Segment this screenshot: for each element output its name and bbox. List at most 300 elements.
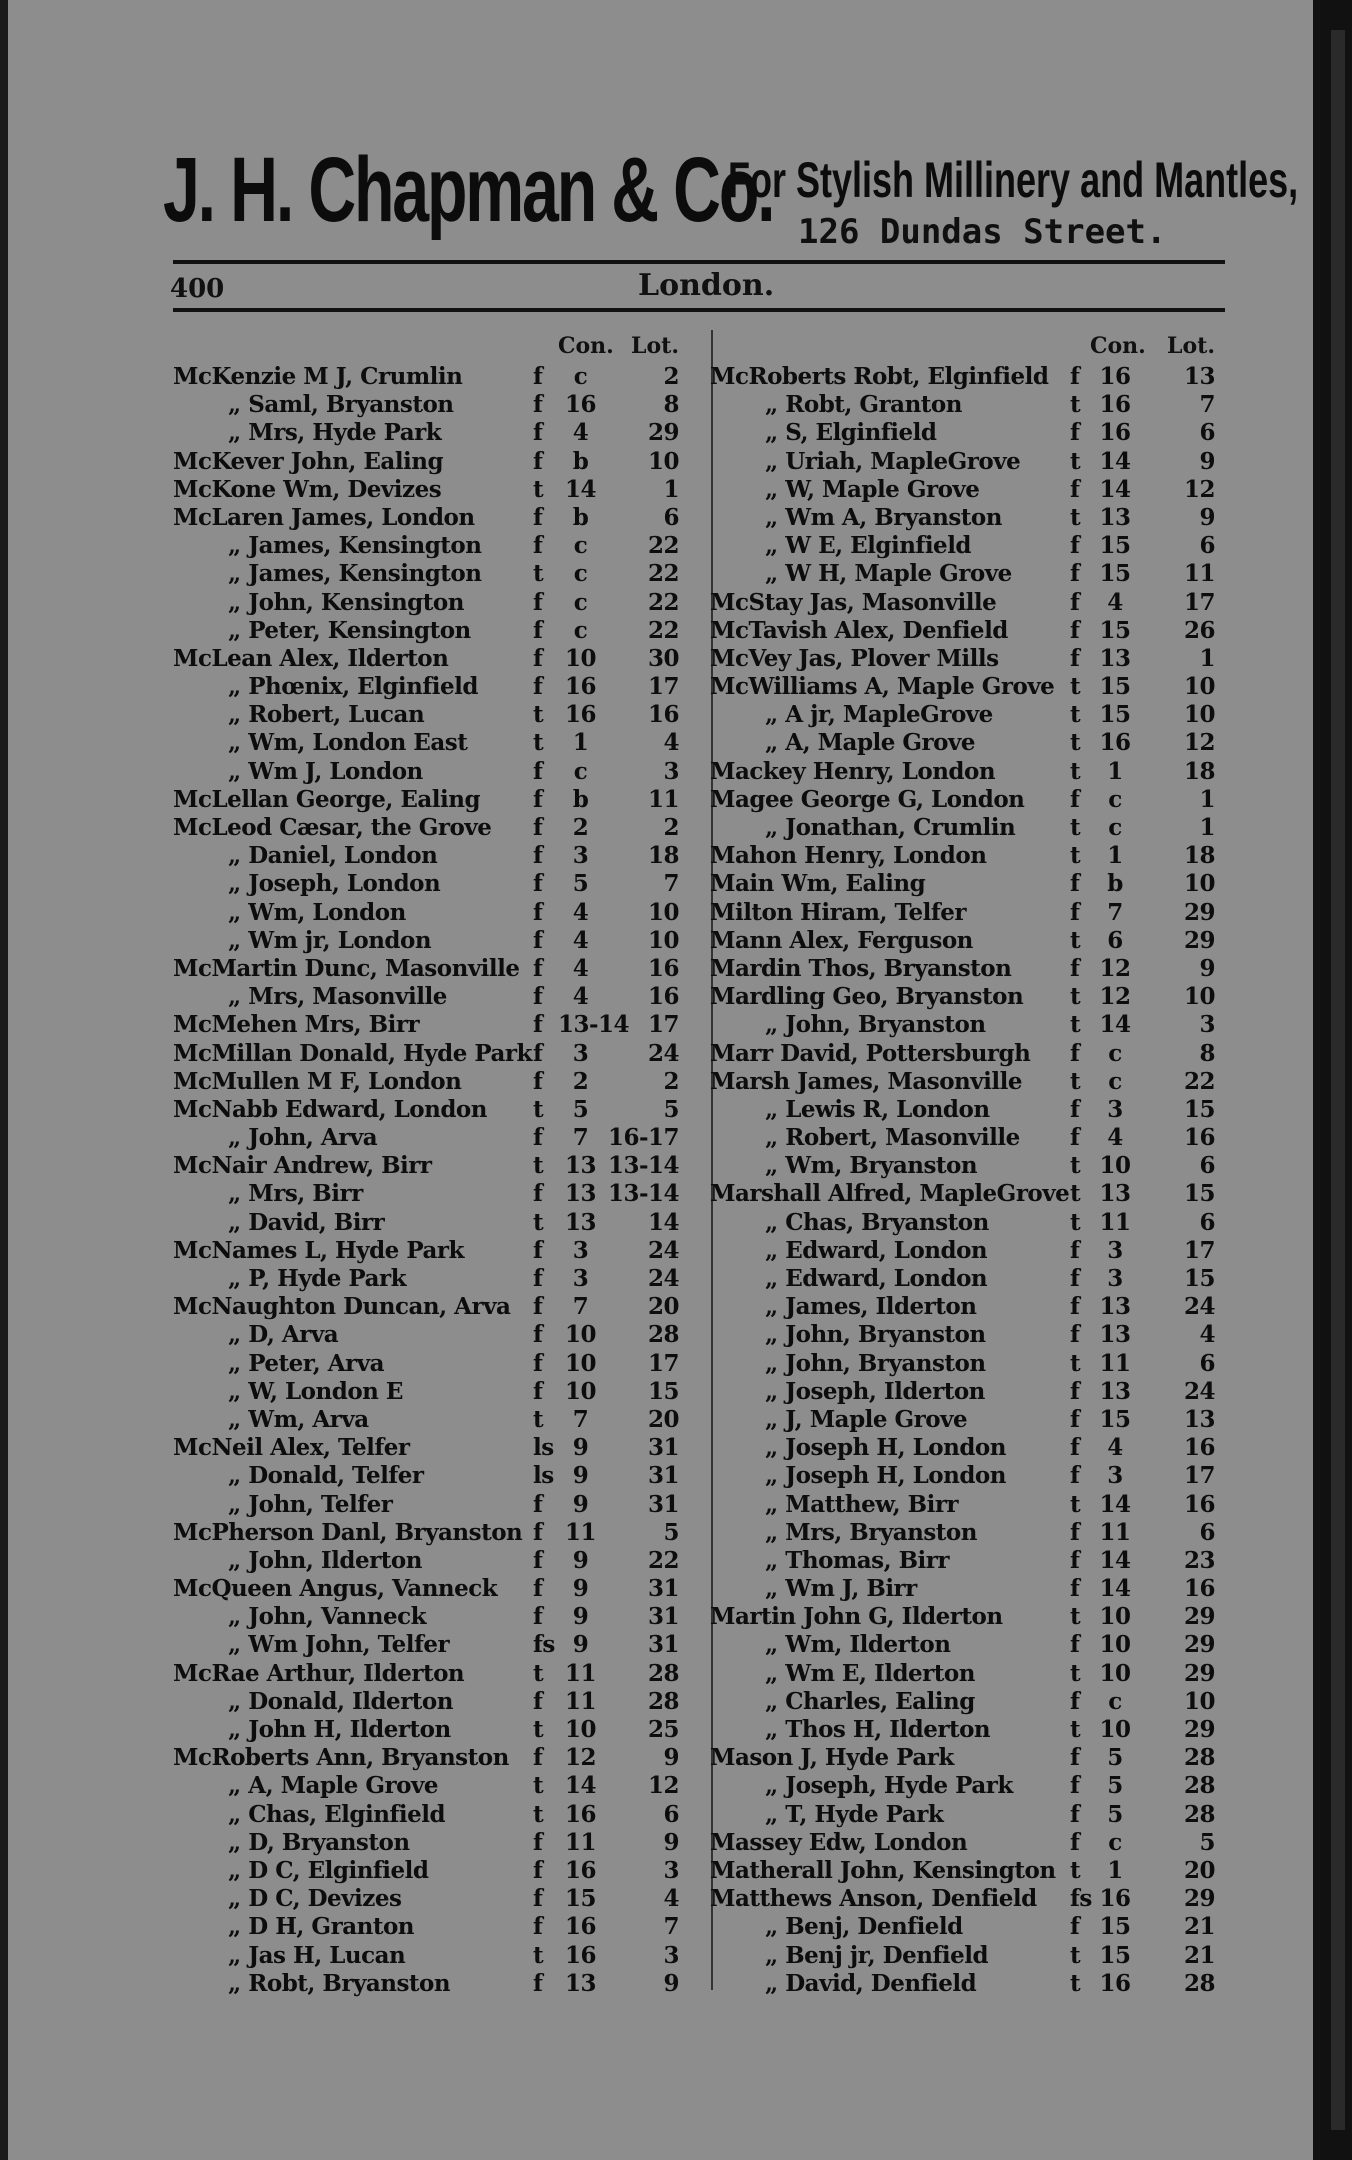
- entry-concession: c: [1108, 1687, 1122, 1715]
- entry-name: „ Robt, Granton: [765, 391, 962, 419]
- directory-entry: [710, 560, 1230, 588]
- entry-concession: 16: [1099, 729, 1131, 757]
- entry-concession: c: [573, 532, 588, 560]
- directory-entry: [710, 1744, 1230, 1772]
- directory-entry: [710, 1237, 1230, 1265]
- entry-name: „ Joseph, London: [228, 870, 441, 898]
- directory-entry: [710, 476, 1230, 504]
- directory-entry: [710, 617, 1230, 645]
- directory-entry: [173, 729, 700, 757]
- entry-lot: 13: [1183, 1405, 1215, 1433]
- entry-lot: 31: [647, 1434, 679, 1462]
- entry-lot: 29: [1183, 1659, 1215, 1687]
- directory-entry: [173, 786, 700, 814]
- entry-concession: 3: [1107, 1095, 1123, 1123]
- entry-name: McLeod Cæsar, the Grove: [173, 814, 492, 841]
- entry-concession: 6: [1107, 926, 1123, 954]
- entry-lot: 5: [663, 1518, 679, 1546]
- directory-entry: [173, 673, 700, 701]
- directory-entry: [173, 532, 700, 560]
- entry-name: Matthews Anson, Denfield: [710, 1885, 1037, 1913]
- entry-tenure: f: [533, 983, 543, 1011]
- entry-name: „ David, Denfield: [765, 1969, 977, 1997]
- entry-tenure: f: [533, 673, 543, 701]
- entry-name: „ D, Bryanston: [228, 1828, 410, 1856]
- entry-concession: 4: [572, 419, 589, 447]
- directory-entry: [710, 1885, 1230, 1913]
- entry-lot: 12: [1183, 729, 1215, 757]
- entry-concession: 3: [1107, 1462, 1123, 1490]
- directory-entry: [173, 1406, 700, 1434]
- entry-name: Matherall John, Kensington: [710, 1856, 1056, 1884]
- entry-tenure: f: [1070, 644, 1080, 672]
- entry-name: „ T, Hyde Park: [765, 1800, 944, 1828]
- entry-tenure: t: [1070, 1856, 1081, 1884]
- entry-tenure: f: [533, 785, 543, 813]
- entry-lot: 6: [1199, 1152, 1215, 1180]
- entry-lot: 28: [647, 1321, 679, 1349]
- entry-tenure: t: [1070, 1349, 1081, 1377]
- entry-name: „ Chas, Bryanston: [765, 1208, 989, 1236]
- entry-concession: 4: [572, 898, 589, 926]
- entry-name: „ Wm, Ilderton: [765, 1631, 951, 1659]
- entry-lot: 9: [1199, 447, 1215, 475]
- entry-concession: 12: [1099, 954, 1131, 982]
- entry-lot: 9: [663, 1744, 679, 1772]
- entry-tenure: f: [533, 419, 543, 447]
- entry-concession: 13: [564, 1180, 596, 1208]
- directory-entry: [710, 1152, 1230, 1180]
- entry-tenure: f: [1070, 1575, 1080, 1603]
- entry-tenure: fs: [533, 1631, 555, 1659]
- directory-entry: [710, 786, 1230, 814]
- entry-name: „ A, Maple Grove: [228, 1772, 439, 1800]
- entry-lot: 6: [1199, 1208, 1215, 1236]
- entry-tenure: f: [533, 870, 543, 898]
- entry-lot: 13: [1183, 363, 1215, 390]
- entry-tenure: f: [533, 644, 543, 672]
- entry-name: McNeil Alex, Telfer: [173, 1434, 410, 1462]
- directory-entry: [173, 1237, 700, 1265]
- entry-lot: 10: [1183, 870, 1215, 898]
- directory-entry: [710, 1180, 1230, 1208]
- lot-header: Lot.: [1167, 333, 1215, 359]
- entry-name: „ Peter, Arva: [228, 1349, 384, 1377]
- entry-lot: 11: [647, 785, 679, 813]
- entry-concession: 14: [1099, 1011, 1131, 1039]
- entry-lot: 9: [663, 1828, 679, 1856]
- directory-entry: [173, 560, 700, 588]
- entry-concession: 7: [1107, 898, 1123, 926]
- entry-concession: 14: [1099, 1575, 1131, 1603]
- entry-lot: 10: [647, 898, 679, 926]
- directory-entry: [710, 1462, 1230, 1490]
- entry-name: „ John, Arva: [228, 1124, 378, 1152]
- slogan: For Stylish Millinery and Mantles,: [728, 152, 1299, 208]
- entry-tenure: f: [533, 1265, 543, 1292]
- entry-name: McNames L, Hyde Park: [173, 1236, 464, 1264]
- entry-name: McMartin Dunc, Masonville: [173, 954, 520, 982]
- entry-name: „ James, Ilderton: [765, 1293, 977, 1321]
- entry-tenure: f: [533, 1546, 543, 1574]
- entry-tenure: f: [533, 447, 543, 475]
- entry-lot: 15: [1183, 1095, 1215, 1123]
- entry-tenure: f: [1070, 1462, 1080, 1490]
- directory-entry: [710, 1378, 1230, 1406]
- entry-name: McNaughton Duncan, Arva: [173, 1293, 511, 1321]
- entry-concession: 14: [1099, 1490, 1131, 1518]
- entry-lot: 17: [1183, 1462, 1215, 1490]
- entry-concession: 11: [564, 1659, 596, 1687]
- entry-tenure: t: [533, 475, 544, 503]
- entry-lot: 24: [647, 1265, 679, 1292]
- entry-concession: c: [573, 757, 588, 785]
- entry-lot: 22: [647, 588, 679, 616]
- entry-name: McKever John, Ealing: [173, 447, 444, 475]
- directory-entry: [710, 1519, 1230, 1547]
- entry-lot: 4: [663, 1885, 679, 1913]
- entry-name: „ Thos H, Ilderton: [765, 1716, 991, 1743]
- entry-lot: 10: [1183, 673, 1215, 701]
- entry-tenure: f: [1070, 1631, 1080, 1659]
- page-title: London.: [638, 268, 775, 303]
- entry-name: McKenzie M J, Crumlin: [173, 363, 463, 390]
- directory-entry: [710, 532, 1230, 560]
- directory-entry: [173, 645, 700, 673]
- entry-concession: 5: [1107, 1744, 1123, 1772]
- directory-entry: [710, 1801, 1230, 1829]
- directory-entry: [173, 899, 700, 927]
- directory-entry: [710, 1913, 1230, 1941]
- entry-name: „ J, Maple Grove: [765, 1405, 968, 1433]
- entry-lot: 18: [1183, 757, 1215, 785]
- entry-lot: 31: [647, 1603, 679, 1631]
- entry-lot: 29: [1183, 926, 1215, 954]
- entry-concession: 1: [1107, 757, 1123, 785]
- directory-entry: [710, 729, 1230, 757]
- entry-name: „ Saml, Bryanston: [228, 391, 454, 419]
- entry-lot: 4: [663, 729, 679, 757]
- entry-concession: 3: [572, 1265, 589, 1292]
- entry-concession: 3: [572, 1039, 589, 1067]
- entry-name: „ Charles, Ealing: [765, 1687, 975, 1715]
- entry-concession: b: [572, 447, 589, 475]
- entry-name: Main Wm, Ealing: [710, 870, 926, 898]
- directory-entry: [710, 589, 1230, 617]
- entry-name: Mann Alex, Ferguson: [710, 926, 973, 954]
- entry-concession: 3: [572, 842, 589, 870]
- directory-entry: [173, 701, 700, 729]
- entry-concession: 10: [1099, 1716, 1131, 1743]
- entry-lot: 3: [663, 1941, 679, 1969]
- entry-tenure: f: [533, 1067, 543, 1095]
- entry-lot: 7: [1199, 391, 1215, 419]
- entry-concession: 16: [1099, 1885, 1131, 1913]
- entry-lot: 23: [1183, 1546, 1215, 1574]
- directory-entry: [710, 1716, 1230, 1744]
- entry-concession: b: [572, 785, 589, 813]
- entry-concession: 11: [1099, 1349, 1131, 1377]
- entry-name: McKone Wm, Devizes: [173, 475, 442, 503]
- entry-tenure: f: [1070, 954, 1080, 982]
- entry-lot: 20: [1183, 1856, 1215, 1884]
- directory-entry: [710, 1434, 1230, 1462]
- entry-tenure: t: [1070, 757, 1081, 785]
- entry-name: „ P, Hyde Park: [228, 1265, 407, 1292]
- entry-lot: 13-14: [607, 1152, 679, 1180]
- directory-entry: [710, 1491, 1230, 1519]
- entry-tenure: t: [1070, 729, 1081, 757]
- entry-concession: 13: [1099, 1321, 1131, 1349]
- directory-entry: [173, 1209, 700, 1237]
- entry-lot: 29: [1183, 1631, 1215, 1659]
- directory-entry: [173, 1857, 700, 1885]
- entry-concession: 13: [1099, 1293, 1131, 1321]
- entry-concession: 4: [1107, 1124, 1123, 1152]
- entry-lot: 17: [647, 1011, 679, 1039]
- directory-entry: [173, 983, 700, 1011]
- entry-tenure: t: [1070, 503, 1081, 531]
- entry-lot: 18: [1183, 842, 1215, 870]
- entry-name: „ Peter, Kensington: [228, 616, 471, 644]
- entry-lot: 6: [663, 1800, 679, 1828]
- directory-entry: [173, 1829, 700, 1857]
- entry-concession: 15: [564, 1885, 596, 1913]
- entry-lot: 20: [647, 1405, 679, 1433]
- entry-name: „ Joseph, Hyde Park: [765, 1772, 1013, 1800]
- directory-entry: [710, 1406, 1230, 1434]
- entry-tenure: t: [1070, 447, 1081, 475]
- entry-tenure: t: [1070, 1152, 1081, 1180]
- entry-concession: 13: [1099, 644, 1131, 672]
- directory-page: [8, 0, 1313, 2160]
- directory-entry: [173, 1491, 700, 1519]
- entry-concession: 16: [564, 701, 596, 729]
- entry-lot: 28: [647, 1659, 679, 1687]
- entry-concession: 11: [1099, 1208, 1131, 1236]
- entry-tenure: f: [1070, 1744, 1080, 1772]
- entry-tenure: f: [1070, 1095, 1080, 1123]
- entry-name: „ Wm A, Bryanston: [765, 503, 1002, 531]
- entry-tenure: f: [533, 757, 543, 785]
- entry-name: „ Wm jr, London: [228, 926, 432, 954]
- directory-entry: [710, 1857, 1230, 1885]
- entry-concession: 9: [572, 1462, 589, 1490]
- entry-concession: 5: [1107, 1800, 1123, 1828]
- entry-tenure: ls: [533, 1434, 554, 1462]
- entry-name: „ Mrs, Masonville: [228, 983, 447, 1011]
- directory-entry: [710, 645, 1230, 673]
- con-header: Con.: [1090, 333, 1146, 359]
- entry-concession: 16: [564, 391, 596, 419]
- directory-entry: [173, 1970, 700, 1998]
- entry-concession: 9: [572, 1575, 589, 1603]
- entry-name: McMullen M F, London: [173, 1067, 462, 1095]
- entry-lot: 22: [1183, 1067, 1215, 1095]
- entry-lot: 16: [1183, 1575, 1215, 1603]
- entry-concession: 16: [564, 1800, 596, 1828]
- entry-name: „ Wm John, Telfer: [228, 1631, 450, 1659]
- entry-concession: 1: [572, 729, 589, 757]
- entry-lot: 10: [1183, 701, 1215, 729]
- entry-concession: 16: [1099, 363, 1131, 390]
- entry-name: „ A, Maple Grove: [765, 729, 976, 757]
- directory-entry: [710, 701, 1230, 729]
- entry-lot: 18: [647, 842, 679, 870]
- entry-concession: 15: [1099, 701, 1131, 729]
- entry-name: „ John, Bryanston: [765, 1011, 986, 1039]
- directory-entry: [710, 814, 1230, 842]
- left-column: [173, 333, 700, 1998]
- directory-entry: [710, 504, 1230, 532]
- entry-name: McVey Jas, Plover Mills: [710, 644, 999, 672]
- entry-lot: 16: [647, 954, 679, 982]
- entry-lot: 5: [1199, 1828, 1215, 1856]
- directory-entry: [173, 758, 700, 786]
- entry-tenure: f: [1070, 1800, 1080, 1828]
- entry-concession: 16: [564, 1913, 596, 1941]
- entry-lot: 25: [647, 1716, 679, 1743]
- directory-entry: [710, 1603, 1230, 1631]
- directory-entry: [173, 476, 700, 504]
- directory-entry: [710, 363, 1230, 391]
- entry-concession: 16: [564, 1941, 596, 1969]
- entry-tenure: f: [533, 616, 543, 644]
- entry-concession: 13: [564, 1969, 596, 1997]
- entry-tenure: f: [533, 1011, 543, 1039]
- entry-lot: 1: [1199, 785, 1215, 813]
- entry-lot: 3: [663, 757, 679, 785]
- entry-concession: c: [573, 616, 588, 644]
- entry-tenure: f: [1070, 588, 1080, 616]
- directory-entry: [710, 1547, 1230, 1575]
- entry-concession: 14: [1099, 1546, 1131, 1574]
- brand-name: J. H. Chapman & Co.: [163, 139, 774, 241]
- directory-entry: [173, 814, 700, 842]
- entry-name: „ John, Bryanston: [765, 1321, 986, 1349]
- directory-entry: [710, 1321, 1230, 1349]
- entry-name: „ W E, Elginfield: [765, 532, 972, 560]
- entry-name: „ Wm E, Ilderton: [765, 1659, 975, 1687]
- entry-concession: 16: [1099, 391, 1131, 419]
- entry-tenure: f: [533, 842, 543, 870]
- entry-tenure: f: [533, 1687, 543, 1715]
- directory-entry: [173, 1434, 700, 1462]
- entry-name: „ Mrs, Hyde Park: [228, 419, 442, 447]
- entry-tenure: f: [533, 391, 543, 419]
- entry-lot: 9: [1199, 954, 1215, 982]
- entry-name: McNabb Edward, London: [173, 1095, 487, 1123]
- entry-name: „ Benj, Denfield: [765, 1913, 963, 1941]
- entry-name: „ D H, Granton: [228, 1913, 415, 1941]
- directory-entry: [710, 1350, 1230, 1378]
- directory-entry: [173, 1180, 700, 1208]
- entry-tenure: t: [533, 1716, 544, 1743]
- entry-tenure: f: [533, 588, 543, 616]
- entry-name: Marr David, Pottersburgh: [710, 1039, 1031, 1067]
- entry-concession: 11: [564, 1518, 596, 1546]
- entry-tenure: f: [1070, 1913, 1080, 1941]
- entry-name: McRoberts Robt, Elginfield: [710, 363, 1049, 390]
- directory-entry: [710, 673, 1230, 701]
- entry-name: Mardin Thos, Bryanston: [710, 954, 1012, 982]
- entry-tenure: t: [533, 1152, 544, 1180]
- entry-tenure: t: [1070, 1603, 1081, 1631]
- directory-entry: [173, 617, 700, 645]
- entry-name: „ Donald, Telfer: [228, 1462, 424, 1490]
- entry-lot: 31: [647, 1462, 679, 1490]
- entry-lot: 26: [1183, 616, 1215, 644]
- entry-concession: 13: [564, 1208, 596, 1236]
- entry-tenure: f: [533, 503, 543, 531]
- entry-tenure: f: [1070, 1236, 1080, 1264]
- entry-name: „ Matthew, Birr: [765, 1490, 959, 1518]
- right-column: [710, 333, 1230, 1998]
- header-rule: [173, 260, 1225, 264]
- entry-concession: 11: [564, 1828, 596, 1856]
- entry-lot: 9: [1199, 503, 1215, 531]
- entry-lot: 15: [647, 1377, 679, 1405]
- entry-lot: 29: [647, 419, 679, 447]
- directory-entry: [710, 1209, 1230, 1237]
- entry-tenure: t: [1070, 926, 1081, 954]
- entry-concession: 4: [572, 954, 589, 982]
- directory-entry: [710, 1631, 1230, 1659]
- entry-lot: 16: [1183, 1124, 1215, 1152]
- directory-entry: [710, 1970, 1230, 1998]
- entry-name: „ John, Bryanston: [765, 1349, 986, 1377]
- entry-concession: 11: [1099, 1518, 1131, 1546]
- directory-entry: [173, 504, 700, 532]
- directory-entry: [710, 1011, 1230, 1039]
- entry-name: Milton Hiram, Telfer: [710, 898, 966, 926]
- entry-lot: 17: [647, 673, 679, 701]
- entry-lot: 4: [1199, 1321, 1215, 1349]
- entry-concession: 10: [1099, 1631, 1131, 1659]
- entry-tenure: f: [533, 1603, 543, 1631]
- entry-tenure: f: [533, 363, 543, 390]
- entry-name: Marsh James, Masonville: [710, 1067, 1022, 1095]
- entry-concession: 13: [1099, 1377, 1131, 1405]
- entry-tenure: t: [1070, 1659, 1081, 1687]
- entry-tenure: t: [1070, 673, 1081, 701]
- entry-lot: 31: [647, 1575, 679, 1603]
- directory-entry: [710, 899, 1230, 927]
- directory-entry: [710, 1124, 1230, 1152]
- directory-entry: [710, 983, 1230, 1011]
- entry-lot: 12: [1183, 475, 1215, 503]
- entry-concession: 13: [1099, 1180, 1131, 1208]
- right-entries: [710, 363, 1230, 1998]
- entry-lot: 2: [663, 363, 679, 390]
- entry-concession: 9: [572, 1490, 589, 1518]
- entry-concession: 13: [564, 1152, 596, 1180]
- entry-tenure: f: [1070, 1321, 1080, 1349]
- entry-concession: 14: [1099, 447, 1131, 475]
- entry-lot: 22: [647, 532, 679, 560]
- directory-entry: [173, 589, 700, 617]
- entry-lot: 6: [663, 503, 679, 531]
- entry-lot: 28: [1183, 1800, 1215, 1828]
- entry-name: „ Wm, London East: [228, 729, 468, 757]
- entry-tenure: f: [533, 1293, 543, 1321]
- entry-concession: 10: [564, 644, 596, 672]
- entry-tenure: t: [1070, 1969, 1081, 1997]
- entry-name: „ Jas H, Lucan: [228, 1941, 406, 1969]
- entry-concession: 5: [572, 1095, 589, 1123]
- entry-tenure: t: [533, 1405, 544, 1433]
- entry-name: „ John H, Ilderton: [228, 1716, 451, 1743]
